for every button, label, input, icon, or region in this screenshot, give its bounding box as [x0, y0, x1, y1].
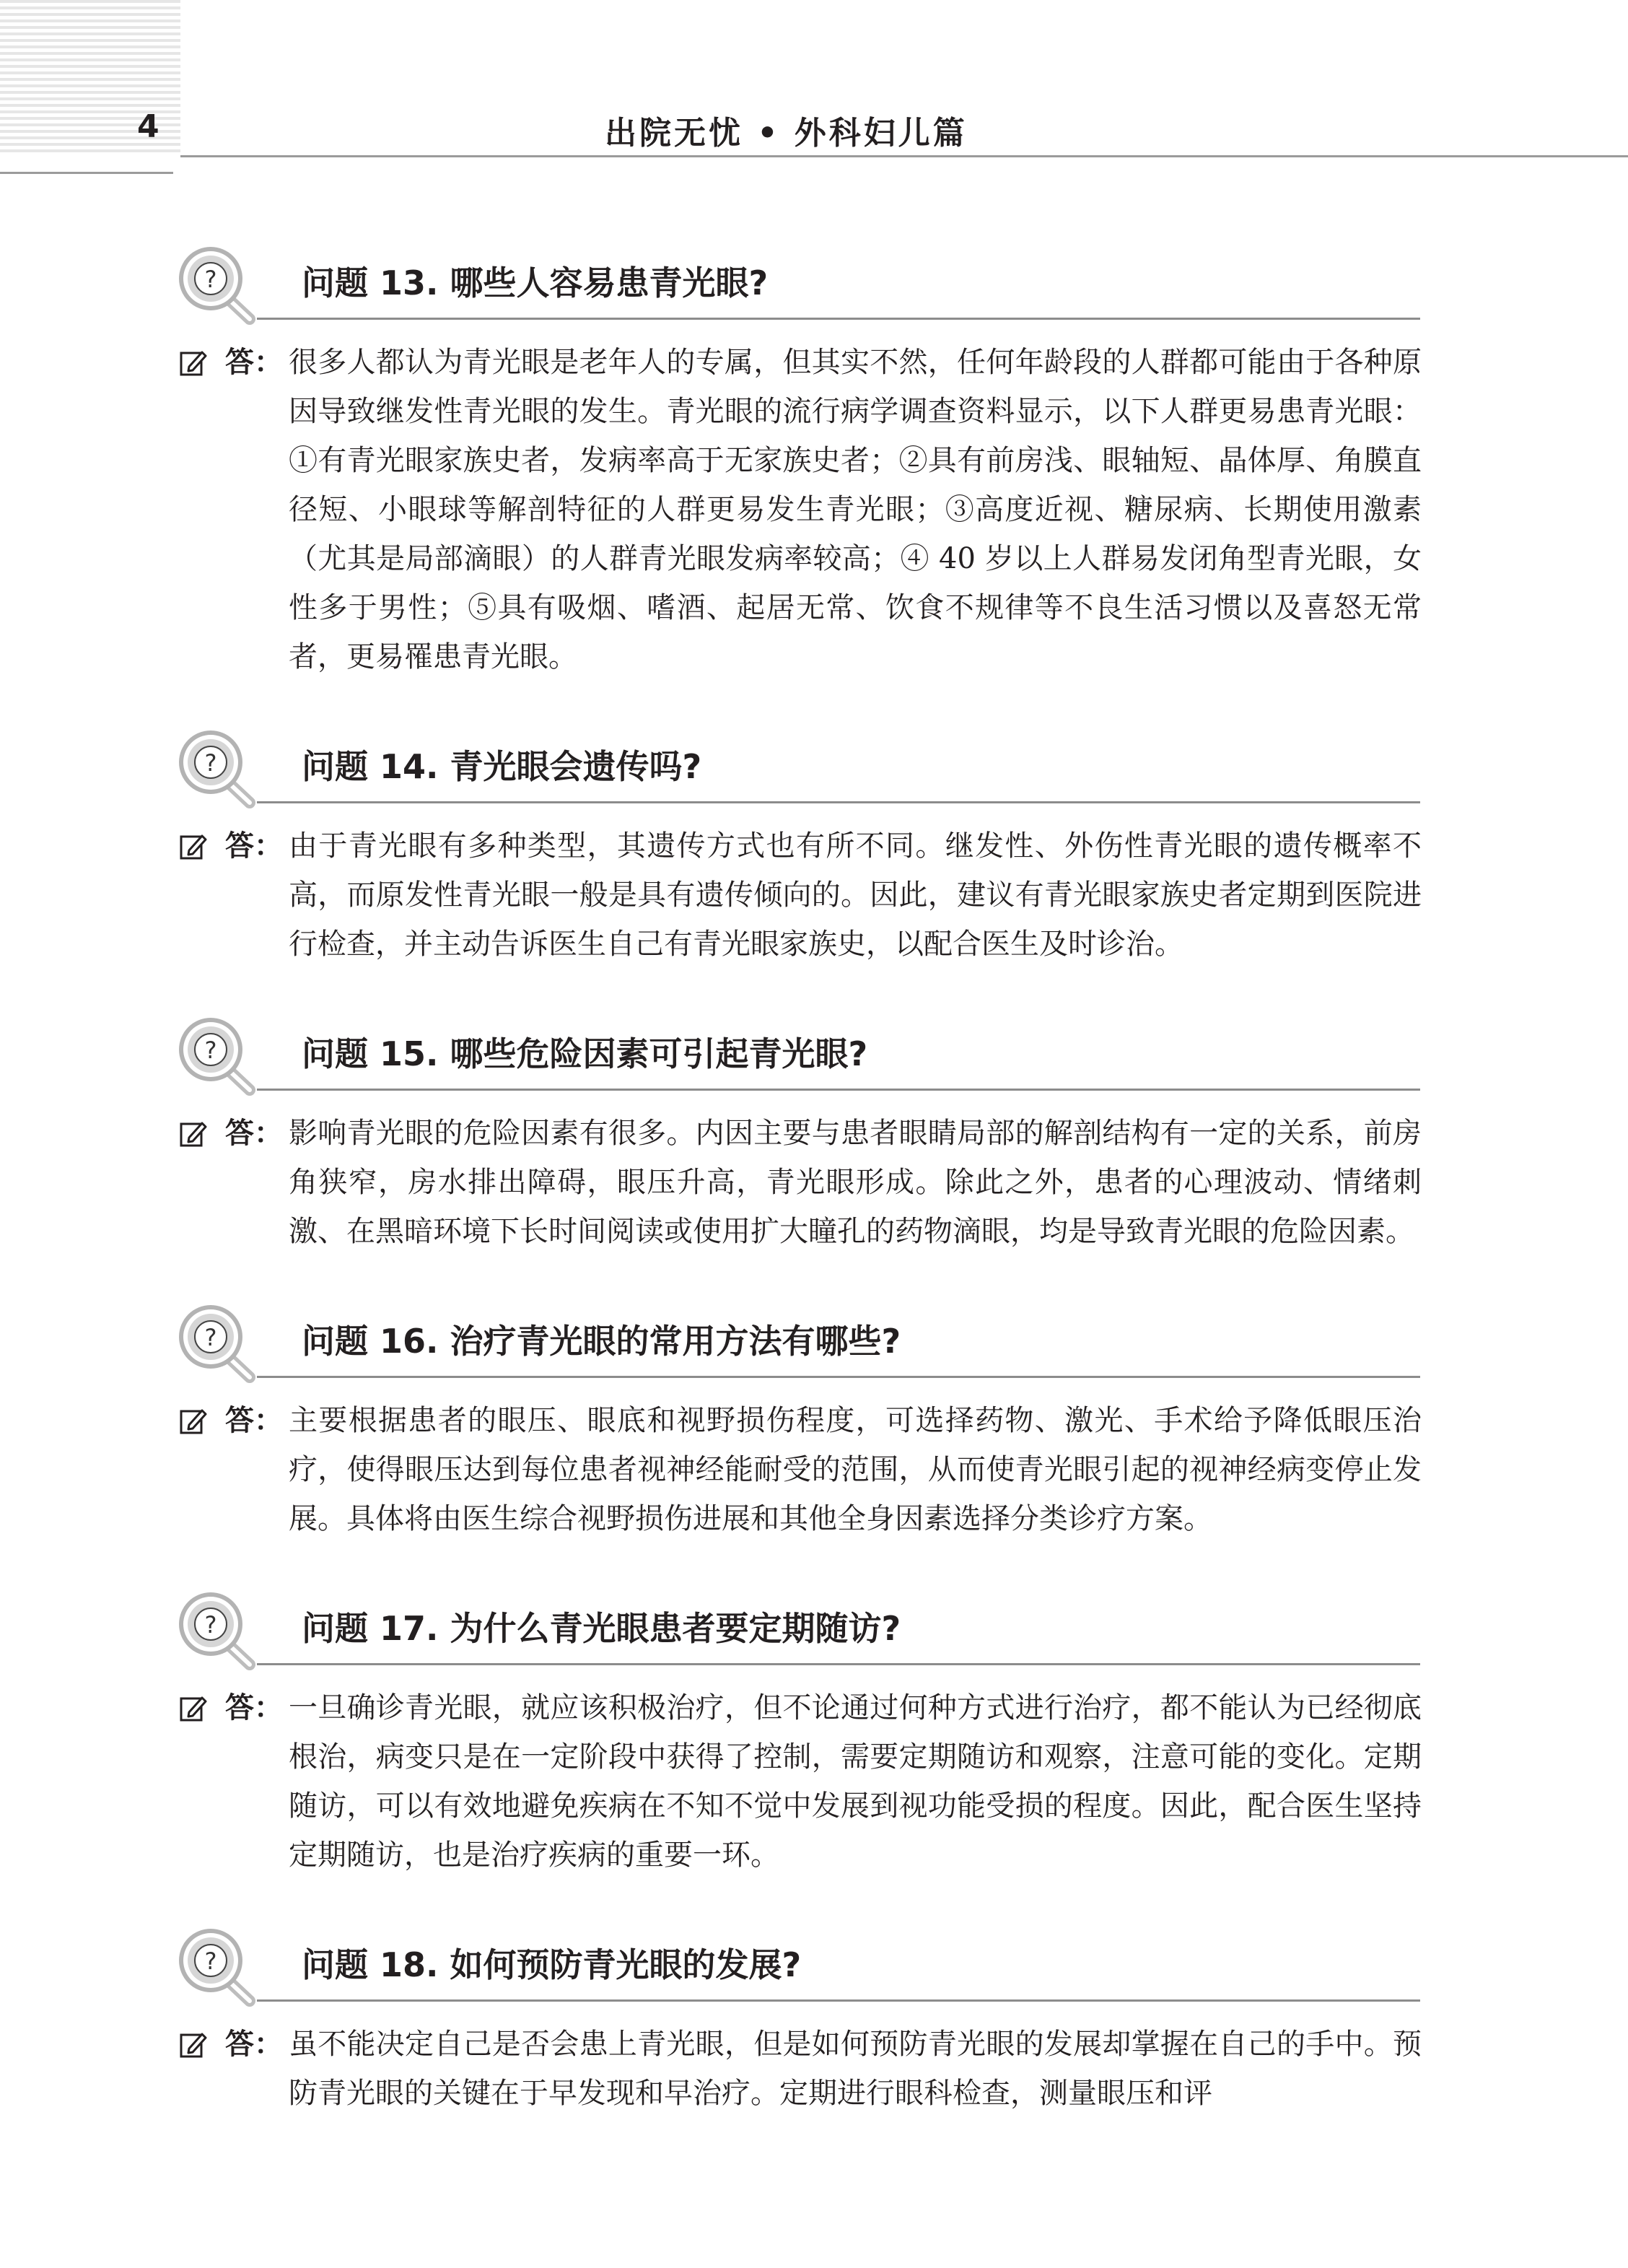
answer-text: 一旦确诊青光眼，就应该积极治疗，但不论通过何种方式进行治疗，都不能认为已经彻底根治，病变只是在一定阶段中获得了控制，需要定期随访和观察，注意可能的变化。定期随访，可以有效地避免疾病在不知不觉中发展到视功能受损的程度。因此，配合医生坚持定期随访，也是治疗疾病的重要一环。 [289, 1691, 1422, 1872]
question-title: 问题 17. 为什么青光眼患者要定期随访? [302, 1609, 901, 1648]
answer-label: 答： [225, 1117, 283, 1150]
header-corner-block [0, 0, 173, 174]
answer-block [0, 821, 1628, 969]
answer-text: 由于青光眼有多种类型，其遗传方式也有所不同。继发性、外伤性青光眼的遗传概率不高，而原发性青光眼一般是具有遗传倾向的。因此，建议有青光眼家族史者定期到医院进行检查，并主动告诉医生自己有青光眼家族史，以配合医生及时诊治。 [289, 829, 1422, 961]
page-number: 4 [137, 108, 159, 145]
qa-item [0, 1016, 1628, 1256]
header-rule [180, 155, 1628, 157]
svg-text:?: ? [204, 1948, 217, 1975]
answer-block [0, 1109, 1628, 1256]
question-rule [257, 1376, 1420, 1378]
qa-item [0, 1927, 1628, 2118]
magnifier-question-icon [175, 1589, 276, 1670]
answer-text: 很多人都认为青光眼是老年人的专属，但其实不然，任何年龄段的人群都可能由于各种原因导致继发性青光眼的发生。青光眼的流行病学调查资料显示，以下人群更易患青光眼：①有青光眼家族史者，发病率高于无家族史者；②具有前房浅、眼轴短、晶体厚、角膜直径短、小眼球等解剖特征的人群更易发生青光眼；③高度近视、糖尿病、长期使用激素（尤其是局部滴眼）的人群青光眼发病率较高；④ 40 岁以上人群易发闭角型青光眼，女性多于男性；⑤具有吸烟、嗜酒、起居无常、饮食不规律等不良生活习惯以及喜怒无常者，更易罹患青光眼。 [289, 346, 1422, 673]
edit-note-icon [179, 832, 208, 860]
qa-item [0, 1591, 1628, 1880]
magnifier-question-icon [175, 728, 276, 808]
question-title: 问题 15. 哪些危险因素可引起青光眼? [302, 1034, 868, 1073]
magnifier-question-icon [175, 244, 276, 325]
question-title: 问题 16. 治疗青光眼的常用方法有哪些? [302, 1322, 901, 1361]
answer-text: 虽不能决定自己是否会患上青光眼，但是如何预防青光眼的发展却掌握在自己的手中。预防青光眼的关键在于早发现和早治疗。定期进行眼科检查，测量眼压和评 [289, 2028, 1422, 2110]
answer-text: 主要根据患者的眼压、眼底和视野损伤程度，可选择药物、激光、手术给予降低眼压治疗，使得眼压达到每位患者视神经能耐受的范围，从而使青光眼引起的视神经病变停止发展。具体将由医生综合视野损伤进展和其他全身因素选择分类诊疗方案。 [289, 1404, 1422, 1535]
edit-note-icon [179, 1693, 208, 1722]
question-row [0, 245, 1628, 326]
question-row [0, 1591, 1628, 1672]
question-row [0, 1016, 1628, 1097]
svg-text:?: ? [204, 266, 217, 293]
magnifier-question-icon [175, 1302, 276, 1383]
qa-item [0, 729, 1628, 969]
question-rule [257, 1089, 1420, 1091]
question-row [0, 729, 1628, 810]
answer-block [0, 1683, 1628, 1880]
question-rule [257, 318, 1420, 320]
running-title: 出院无忧 • 外科妇儿篇 [605, 115, 968, 152]
answer-label: 答： [225, 2028, 283, 2061]
question-row [0, 1927, 1628, 2008]
answer-label: 答： [225, 1404, 283, 1437]
question-rule [257, 1663, 1420, 1665]
answer-label: 答： [225, 346, 283, 379]
magnifier-question-icon [175, 1926, 276, 2007]
edit-note-icon [179, 1406, 208, 1435]
edit-note-icon [179, 1119, 208, 1148]
answer-label: 答： [225, 1691, 283, 1724]
svg-text:?: ? [204, 1611, 217, 1639]
answer-block [0, 1396, 1628, 1543]
answer-block [0, 338, 1628, 681]
question-row [0, 1304, 1628, 1384]
qa-item [0, 245, 1628, 681]
answer-text: 影响青光眼的危险因素有很多。内因主要与患者眼睛局部的解剖结构有一定的关系，前房角狭窄，房水排出障碍，眼压升高，青光眼形成。除此之外，患者的心理波动、情绪刺激、在黑暗环境下长时间阅读或使用扩大瞳孔的药物滴眼，均是导致青光眼的危险因素。 [289, 1117, 1422, 1248]
svg-text:?: ? [204, 749, 217, 777]
qa-item [0, 1304, 1628, 1543]
answer-block [0, 2020, 1628, 2118]
edit-note-icon [179, 2030, 208, 2059]
qa-list [0, 245, 1628, 2165]
question-title: 问题 14. 青光眼会遗传吗? [302, 747, 702, 786]
svg-text:?: ? [204, 1324, 217, 1351]
question-rule [257, 1999, 1420, 2002]
svg-text:?: ? [204, 1037, 217, 1064]
edit-note-icon [179, 348, 208, 377]
magnifier-question-icon [175, 1015, 276, 1096]
answer-label: 答： [225, 829, 283, 863]
question-rule [257, 801, 1420, 803]
question-title: 问题 13. 哪些人容易患青光眼? [302, 263, 769, 302]
question-title: 问题 18. 如何预防青光眼的发展? [302, 1945, 802, 1984]
